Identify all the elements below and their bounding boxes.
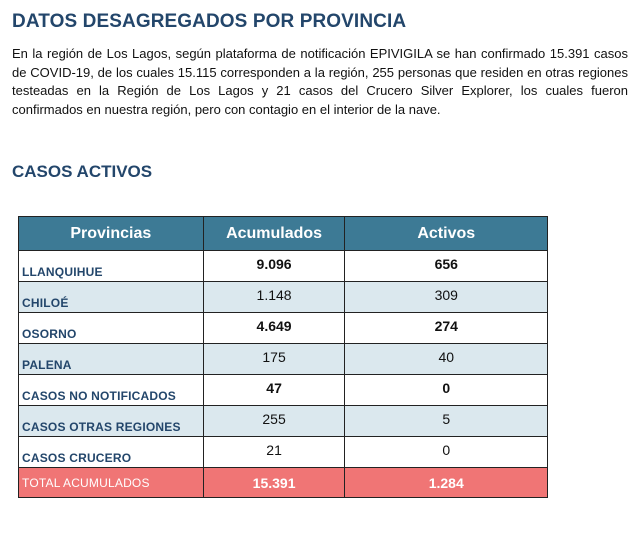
- page-title: DATOS DESAGREGADOS POR PROVINCIA: [12, 11, 407, 32]
- column-header-acumulados: Acumulados: [203, 217, 345, 251]
- table-row-osorno: [19, 313, 548, 344]
- acumulados-cell: 175: [203, 344, 345, 375]
- province-name: CASOS OTRAS REGIONES: [19, 406, 204, 437]
- table-row-total: [19, 468, 548, 498]
- activos-cell: 5: [345, 406, 548, 437]
- province-name: CHILOÉ: [19, 282, 204, 313]
- intro-paragraph: En la región de Los Lagos, según plataforma de notificación EPIVIGILA se han confirmado 15.391 casos de COVID-19, de los cuales 15.115 corresponden a la región, 255 personas que residen en otras regiones testeadas en la Región de Los Lagos y 21 casos del Crucero Silver Explorer, los cuales fueron confirmados en nuestra región, pero con contagio en el interior de la nave.: [12, 46, 628, 117]
- table-row-palena: [19, 344, 548, 375]
- column-header-activos: Activos: [345, 217, 548, 251]
- activos-cell: 309: [345, 282, 548, 313]
- province-name: CASOS NO NOTIFICADOS: [19, 375, 204, 406]
- province-name: OSORNO: [19, 313, 204, 344]
- province-name: CASOS CRUCERO: [19, 437, 204, 468]
- acumulados-cell: 4.649: [203, 313, 345, 344]
- province-table: [18, 216, 548, 498]
- table-row-otras-regiones: [19, 406, 548, 437]
- activos-cell: 0: [345, 437, 548, 468]
- activos-cell: 40: [345, 344, 548, 375]
- acumulados-cell: 47: [203, 375, 345, 406]
- section-title: CASOS ACTIVOS: [12, 162, 153, 181]
- acumulados-cell: 255: [203, 406, 345, 437]
- table-header-row: [19, 217, 548, 251]
- table-row-chiloe: [19, 282, 548, 313]
- province-name: LLANQUIHUE: [19, 251, 204, 282]
- acumulados-cell: 1.148: [203, 282, 345, 313]
- province-name: PALENA: [19, 344, 204, 375]
- total-label: TOTAL ACUMULADOS: [19, 468, 204, 498]
- activos-cell: 656: [345, 251, 548, 282]
- activos-cell: 274: [345, 313, 548, 344]
- total-acumulados-cell: 15.391: [203, 468, 345, 498]
- table-row-crucero: [19, 437, 548, 468]
- total-activos-cell: 1.284: [345, 468, 548, 498]
- table-row-llanquihue: [19, 251, 548, 282]
- acumulados-cell: 21: [203, 437, 345, 468]
- activos-cell: 0: [345, 375, 548, 406]
- table-row-no-notificados: [19, 375, 548, 406]
- column-header-provincias: Provincias: [19, 217, 204, 251]
- acumulados-cell: 9.096: [203, 251, 345, 282]
